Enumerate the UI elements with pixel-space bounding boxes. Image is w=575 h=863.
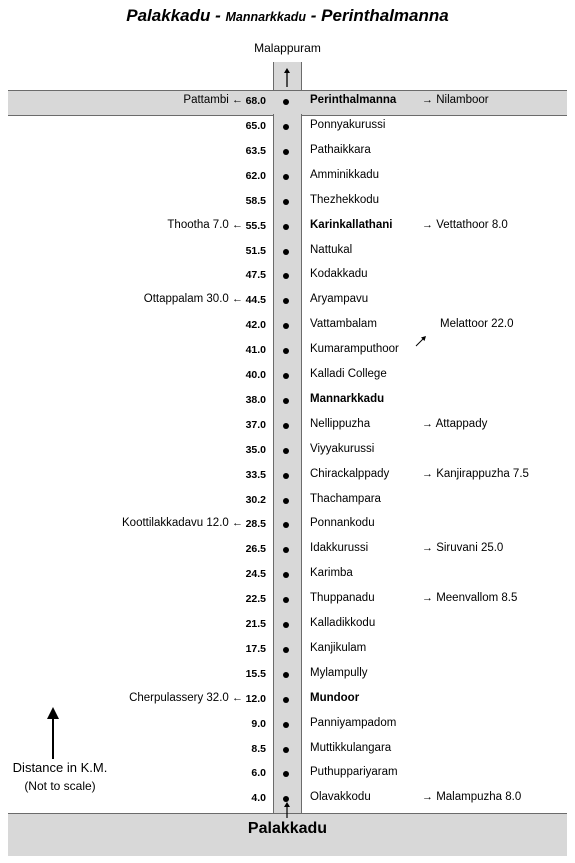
distance-value: 30.2 <box>245 493 266 506</box>
stop-row <box>0 168 575 186</box>
stop-row <box>0 218 575 236</box>
left-arrow-icon: ← <box>232 218 243 231</box>
distance-value: 44.5 <box>245 294 266 307</box>
up-arrow-icon <box>283 68 291 88</box>
stop-dot <box>283 348 289 354</box>
distance-value: 8.5 <box>251 742 266 755</box>
stop-row <box>0 143 575 161</box>
stop-row <box>0 666 575 684</box>
stop-name: Pathaikkara <box>310 143 371 156</box>
stop-name: Amminikkadu <box>310 168 380 181</box>
distance-value: 68.0 <box>245 95 266 107</box>
stop-row <box>0 541 575 559</box>
stop-dot <box>283 722 289 728</box>
stop-name: Thachampara <box>310 492 381 505</box>
right-arrow-icon: → <box>422 218 433 231</box>
stop-row <box>0 467 575 485</box>
title-part-perinthalmanna: - Perinthalmanna <box>306 6 449 25</box>
stop-name: Viyyakurussi <box>310 442 375 455</box>
stop-row <box>0 193 575 211</box>
stop-dot <box>283 547 289 553</box>
stop-dot <box>283 149 289 155</box>
title-part-mannarkkadu: Mannarkkadu <box>225 10 307 24</box>
stop-dot <box>283 273 289 279</box>
stop-name: Kanjikulam <box>310 641 367 654</box>
left-arrow-icon: ← <box>232 517 243 530</box>
stop-row <box>0 417 575 435</box>
stop-name: Nellippuzha <box>310 417 371 430</box>
distance-value: 62.0 <box>245 169 266 182</box>
distance-value: 22.5 <box>245 593 266 606</box>
stop-name: Chirackalppady <box>310 467 390 480</box>
stop-row <box>0 367 575 385</box>
stop-name: Vattambalam <box>310 318 377 331</box>
branch-left-label: Cherpulassery 32.0 <box>129 691 229 704</box>
stop-dot <box>283 448 289 454</box>
stop-dot <box>283 99 289 105</box>
stop-name: Kalladi College <box>310 368 387 380</box>
branch-right <box>422 468 529 480</box>
stop-name: Mannarkkadu <box>310 392 385 405</box>
stop-dot <box>283 323 289 329</box>
branch-left-label: Pattambi <box>183 94 229 106</box>
distance-value: 63.5 <box>245 144 266 157</box>
stop-row <box>0 118 575 136</box>
stop-dot <box>283 597 289 603</box>
branch-right <box>422 94 489 106</box>
up-arrow-icon <box>283 802 291 818</box>
distance-value: 21.5 <box>245 618 266 630</box>
stop-dot <box>283 124 289 130</box>
diagonal-arrow-icon <box>414 334 428 348</box>
stop-dot <box>283 298 289 304</box>
branch-right-label: Malampuzha 8.0 <box>436 791 522 804</box>
stop-dot <box>283 672 289 678</box>
branch-right <box>422 418 487 430</box>
right-arrow-icon: → <box>422 791 433 804</box>
branch-left <box>129 692 243 704</box>
distance-value: 17.5 <box>245 642 266 655</box>
stop-name: Mundoor <box>310 691 360 704</box>
distance-value: 38.0 <box>245 393 266 406</box>
up-arrow-icon <box>45 707 61 759</box>
branch-right <box>422 219 508 231</box>
stop-name: Mylampully <box>310 666 368 679</box>
stop-dot <box>283 423 289 429</box>
distance-value: 4.0 <box>251 792 266 805</box>
stop-dot <box>283 249 289 255</box>
stop-row <box>0 243 575 261</box>
distance-value: 37.0 <box>245 418 266 431</box>
stop-dot <box>283 771 289 777</box>
distance-value: 26.5 <box>245 543 266 556</box>
branch-right-label: Kanjirappuzha 7.5 <box>436 467 529 480</box>
stop-dot <box>283 647 289 653</box>
branch-left <box>144 293 243 305</box>
page-title <box>0 6 575 26</box>
stop-name: Kumaramputhoor <box>310 343 399 356</box>
branch-left <box>122 517 243 529</box>
stop-dot <box>283 398 289 404</box>
distance-value: 28.5 <box>245 518 266 531</box>
stop-row <box>0 566 575 584</box>
stop-name: Thuppanadu <box>310 592 375 605</box>
branch-right <box>422 592 517 604</box>
branch-right-label: Meenvallom 8.5 <box>436 592 518 605</box>
stop-name: Karimba <box>310 567 353 580</box>
stop-dot <box>283 622 289 628</box>
distance-value: 12.0 <box>245 692 266 705</box>
stop-name: Nattukal <box>310 243 353 256</box>
stop-row <box>0 342 575 360</box>
branch-right <box>422 791 521 803</box>
right-arrow-icon: → <box>422 542 433 555</box>
distance-value: 42.0 <box>245 319 266 332</box>
branch-right-label: Vettathoor 8.0 <box>436 218 508 231</box>
stop-name: Ponnyakurussi <box>310 119 386 131</box>
stop-row <box>0 741 575 759</box>
branch-right-label: Nilamboor <box>436 94 489 106</box>
distance-value: 58.5 <box>245 194 266 207</box>
distance-value: 65.0 <box>245 120 266 132</box>
left-arrow-icon: ← <box>232 293 243 306</box>
distance-value: 41.0 <box>245 344 266 357</box>
branch-left-label: Thootha 7.0 <box>167 218 229 231</box>
distance-value: 15.5 <box>245 667 266 680</box>
stop-name: Muttikkulangara <box>310 741 392 754</box>
stop-dot <box>283 697 289 703</box>
stop-row <box>0 392 575 410</box>
stop-dot <box>283 522 289 528</box>
stop-name: Aryampavu <box>310 293 369 306</box>
right-arrow-icon: → <box>422 417 433 430</box>
distance-value: 55.5 <box>245 219 266 232</box>
distance-value: 51.5 <box>245 244 266 257</box>
left-arrow-icon: ← <box>232 691 243 704</box>
distance-value: 24.5 <box>245 568 266 581</box>
legend-note: (Not to scale) <box>24 779 96 793</box>
distance-value: 35.0 <box>245 443 266 456</box>
stop-dot <box>283 572 289 578</box>
left-arrow-icon: ← <box>232 94 243 106</box>
branch-left <box>183 94 243 106</box>
distance-value: 47.5 <box>245 269 266 282</box>
stop-row <box>0 516 575 534</box>
stop-dot <box>283 199 289 205</box>
distance-value: 9.0 <box>251 717 266 730</box>
top-destination-label: Malappuram <box>254 41 321 55</box>
legend-title: Distance in K.M. <box>12 760 108 775</box>
stop-name: Panniyampadom <box>310 716 397 729</box>
stop-dot <box>283 373 289 379</box>
stop-row <box>0 267 575 285</box>
right-arrow-icon: → <box>422 94 433 106</box>
stop-name: Ponnankodu <box>310 517 375 530</box>
stop-dot <box>283 473 289 479</box>
title-part-palakkadu: Palakkadu - <box>126 6 226 25</box>
stop-row <box>0 442 575 460</box>
stop-name: Olavakkodu <box>310 791 371 804</box>
stop-name: Thezhekkodu <box>310 193 380 206</box>
branch-left-label: Ottappalam 30.0 <box>143 293 229 306</box>
branch-right <box>422 542 503 554</box>
junction-row-perinthalmanna <box>0 93 575 111</box>
stop-row <box>0 716 575 734</box>
distance-value: 6.0 <box>251 767 266 780</box>
stop-name: Idakkurussi <box>310 542 369 555</box>
stop-dot <box>283 747 289 753</box>
branch-right-label: Attappady <box>435 417 488 430</box>
distance-value: 40.0 <box>245 369 266 381</box>
stop-row <box>0 492 575 510</box>
branch-right-label: Siruvani 25.0 <box>436 542 504 555</box>
stop-name: Puthuppariyaram <box>310 766 398 779</box>
right-arrow-icon: → <box>422 592 433 605</box>
stop-row <box>0 691 575 709</box>
stop-dot <box>283 174 289 180</box>
stop-name: Perinthalmanna <box>310 94 397 106</box>
side-route-label: Melattoor 22.0 <box>440 318 514 330</box>
stop-dot <box>283 498 289 504</box>
branch-left <box>167 219 243 231</box>
stop-dot <box>283 224 289 230</box>
stop-row <box>0 292 575 310</box>
stop-name: Karinkallathani <box>310 218 393 231</box>
distance-value: 33.5 <box>245 468 266 481</box>
stop-name: Kalladikkodu <box>310 617 376 629</box>
right-arrow-icon: → <box>422 467 433 480</box>
terminus-label: Palakkadu <box>247 820 328 837</box>
stop-name: Kodakkadu <box>310 268 368 281</box>
stop-row <box>0 616 575 634</box>
branch-left-label: Koottilakkadavu 12.0 <box>122 517 229 530</box>
stop-row <box>0 591 575 609</box>
stop-row <box>0 641 575 659</box>
legend <box>3 759 117 795</box>
